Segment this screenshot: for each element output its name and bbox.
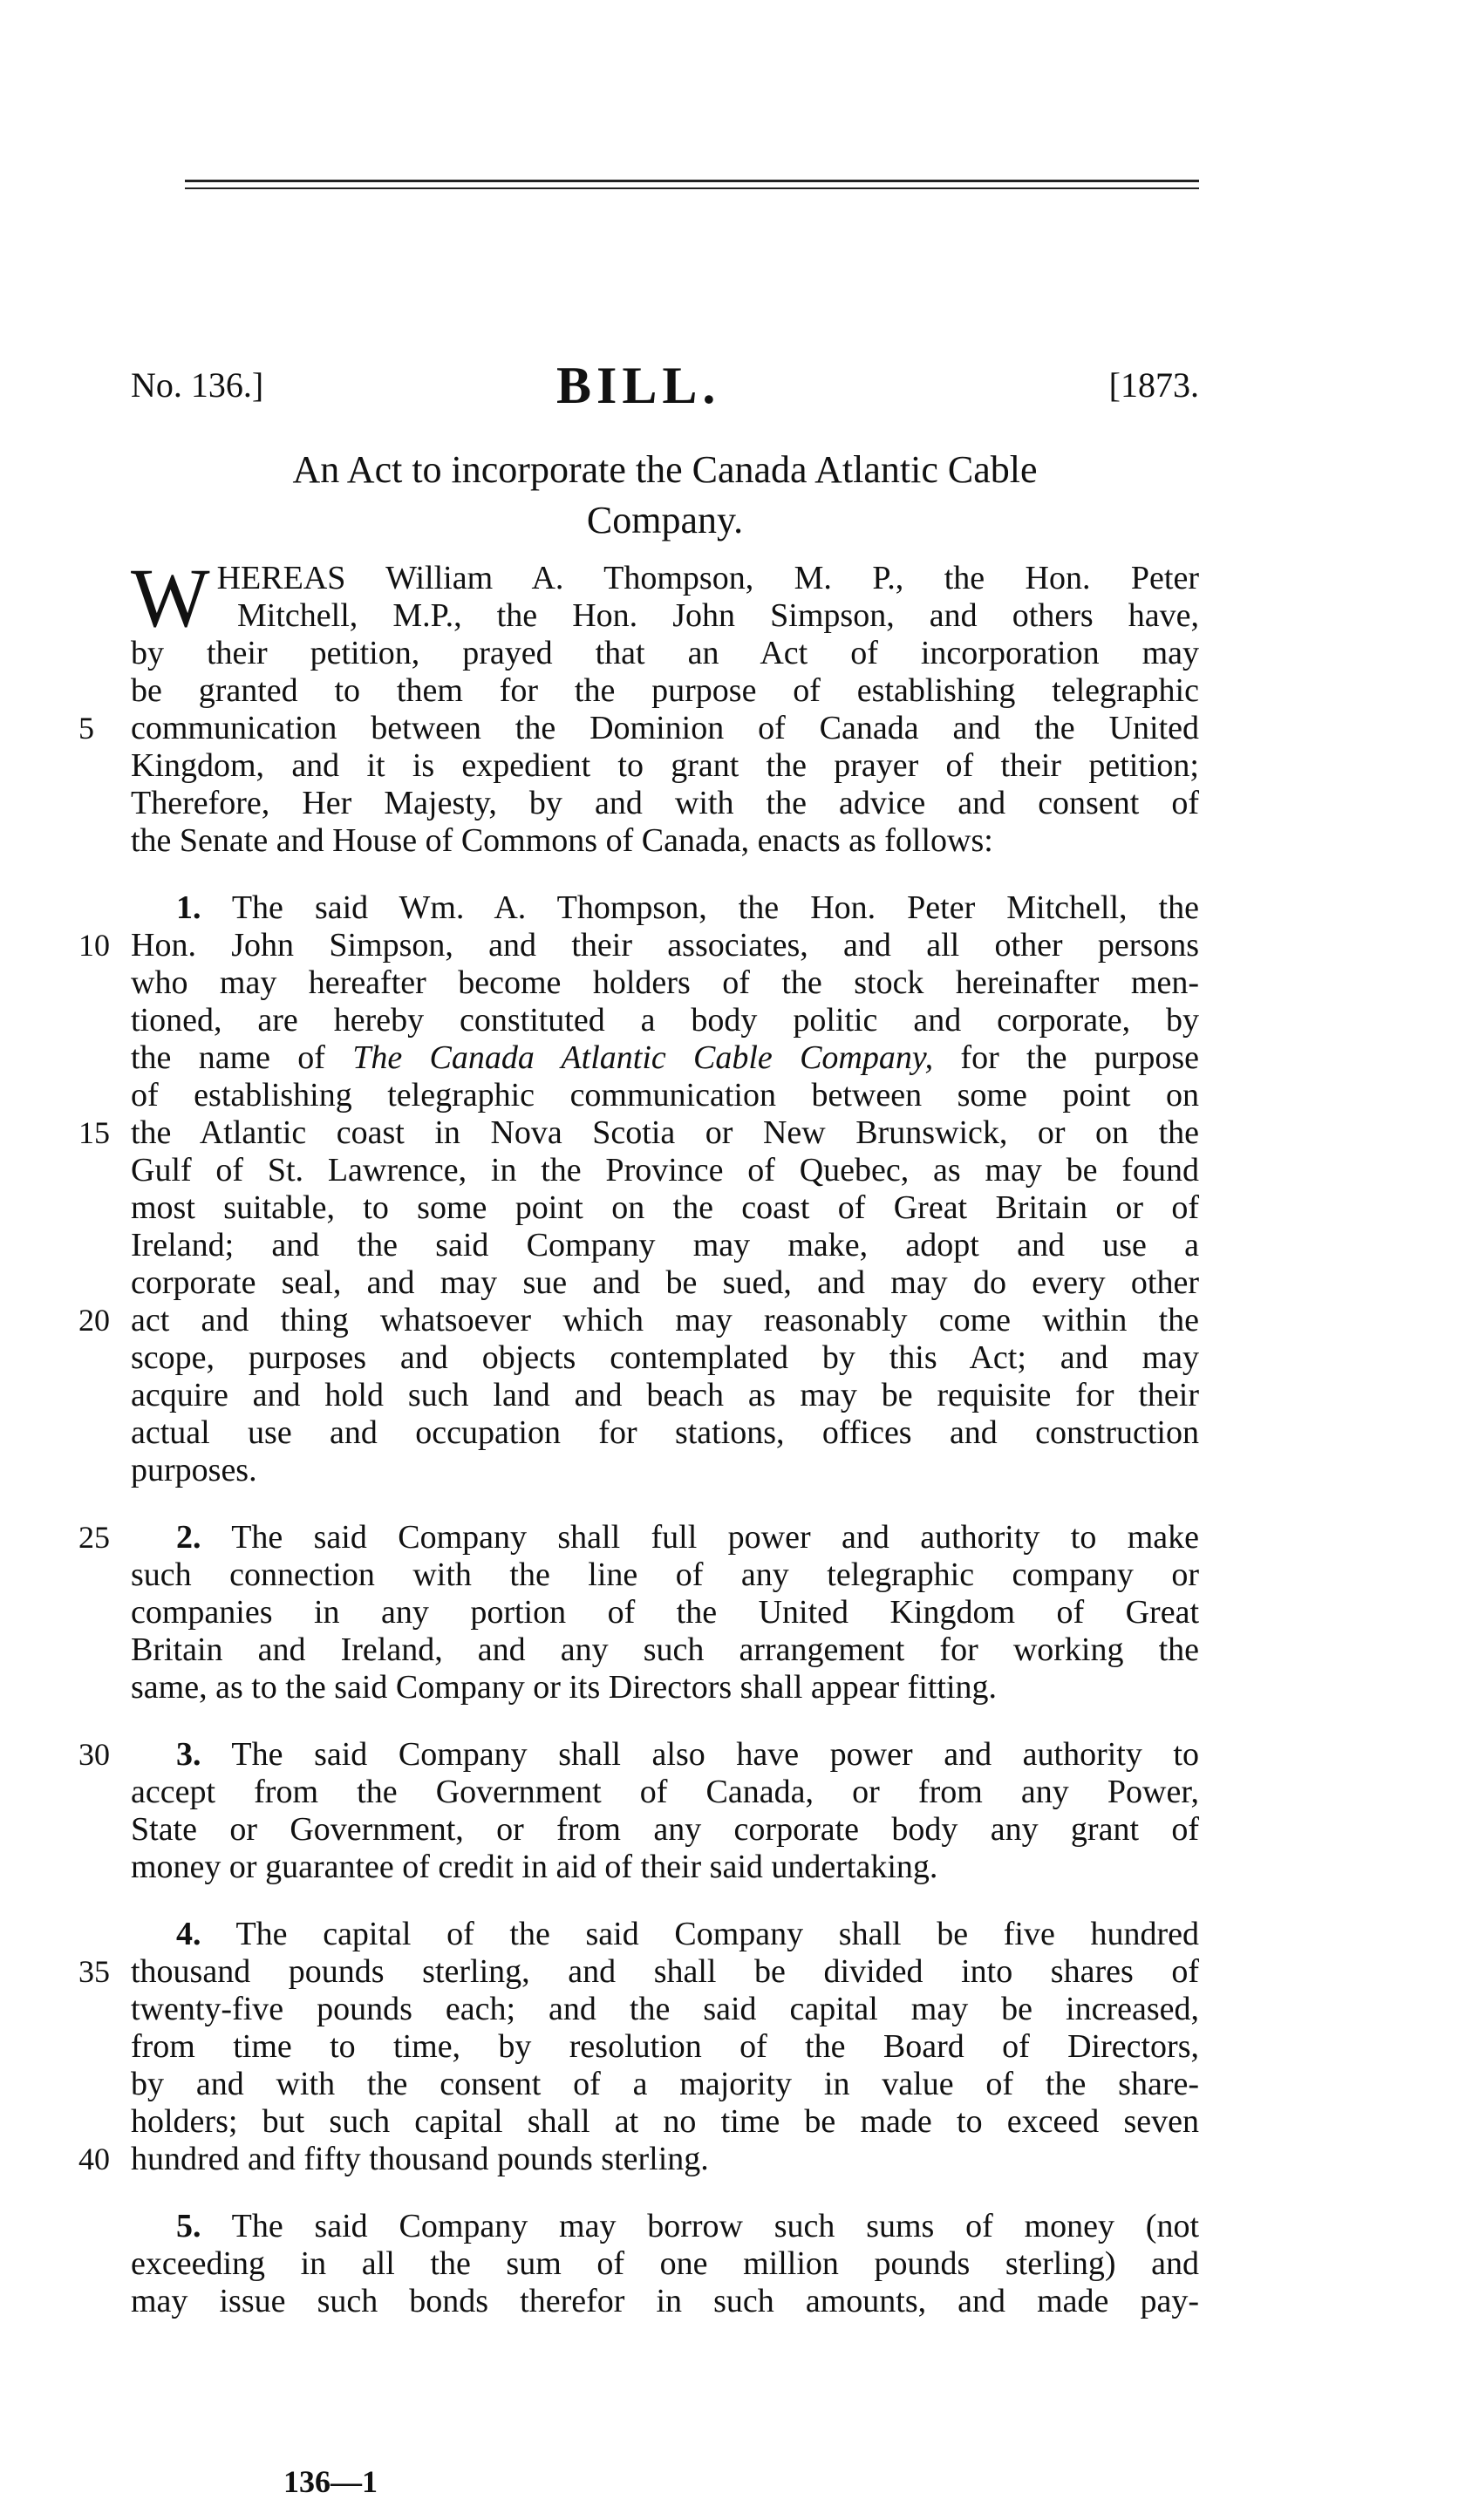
section-line: purposes. <box>131 1452 257 1488</box>
preamble-line: HEREAS William A. Thompson, M. P., the Hon. Peter <box>216 560 1199 596</box>
preamble-line: by their petition, prayed that an Act of incorporation may <box>131 635 1199 671</box>
section-line: 1. The said Wm. A. Thompson, the Hon. Peter Mitchell, the <box>176 889 1199 926</box>
section-line: actual use and occupation for stations, offices and construction <box>131 1414 1199 1451</box>
preamble <box>78 551 1199 860</box>
bill-heading: BILL. <box>556 357 721 414</box>
section-line: scope, purposes and objects contemplated by this Act; and may <box>131 1339 1199 1376</box>
section-line: Ireland; and the said Company may make, adopt and use a <box>131 1227 1199 1263</box>
bill-year: [1873. <box>1108 365 1199 405</box>
section-line: accept from the Government of Canada, or from any Power, <box>131 1774 1199 1810</box>
section-line: such connection with the line of any telegraphic company or <box>131 1556 1199 1593</box>
section-line: holders; but such capital shall at no time be made to exceed seven <box>131 2103 1199 2140</box>
page-signature: 136—1 <box>283 2464 378 2499</box>
section-2 <box>78 1519 1199 1706</box>
section-line: may issue such bonds therefor in such amounts, and made pay- <box>131 2283 1199 2319</box>
section-line: money or guarantee of credit in aid of their said undertaking. <box>131 1849 938 1885</box>
section-line: the name of The Canada Atlantic Cable Company, for the purpose <box>131 1039 1200 1076</box>
section-number: 3. <box>176 1736 201 1773</box>
section-line: from time to time, by resolution of the Board of Directors, <box>131 2028 1199 2065</box>
line-number: 30 <box>78 1737 110 1772</box>
line-number: 20 <box>78 1303 110 1338</box>
section-line: 35 thousand pounds sterling, and shall be divided into shares of <box>78 1953 1199 1990</box>
section-line: tioned, are hereby constituted a body politic and corporate, by <box>131 1002 1199 1039</box>
section-line: 10 Hon. John Simpson, and their associates, and all other persons <box>78 927 1199 964</box>
section-1 <box>78 889 1200 1489</box>
top-rule-thin <box>185 187 1199 189</box>
section-line: 30 3. The said Company shall also have power and authority to <box>78 1736 1199 1773</box>
preamble-line: Therefore, Her Majesty, by and with the advice and consent of <box>131 785 1199 821</box>
section-line: by and with the consent of a majority in value of the share- <box>131 2066 1199 2102</box>
section-line: 5. The said Company may borrow such sums of money (not <box>176 2208 1199 2244</box>
section-line: acquire and hold such land and beach as may be requisite for their <box>131 1377 1199 1413</box>
preamble-line: the Senate and House of Commons of Canada, enacts as follows: <box>131 822 993 859</box>
section-line: same, as to the said Company or its Directors shall appear fitting. <box>131 1669 998 1706</box>
line-number: 40 <box>78 2142 110 2176</box>
line-number: 5 <box>78 711 94 746</box>
act-title <box>131 445 1199 546</box>
section-line: 4. The capital of the said Company shall be five hundred <box>176 1916 1199 1952</box>
section-line: who may hereafter become holders of the stock hereinafter men- <box>131 964 1199 1001</box>
drop-cap: W <box>131 551 210 644</box>
section-line: 40 hundred and fifty thousand pounds sterling. <box>78 2141 709 2177</box>
bill-number: No. 136.] <box>131 365 264 405</box>
section-line: exceeding in all the sum of one million pounds sterling) and <box>131 2245 1199 2282</box>
bill-header <box>131 356 1199 417</box>
section-number: 2. <box>176 1519 201 1556</box>
section-line: of establishing telegraphic communication between some point on <box>131 1077 1199 1114</box>
section-line: Britain and Ireland, and any such arrangement for working the <box>131 1631 1199 1668</box>
bill-body <box>78 551 1200 2350</box>
section-line: 20 act and thing whatsoever which may reasonably come within the <box>78 1302 1199 1338</box>
section-line: most suitable, to some point on the coast of Great Britain or of <box>131 1189 1199 1226</box>
section-line: corporate seal, and may sue and be sued, and may do every other <box>131 1264 1199 1301</box>
section-3 <box>78 1736 1199 1886</box>
section-line: Gulf of St. Lawrence, in the Province of Quebec, as may be found <box>131 1152 1199 1188</box>
line-number: 25 <box>78 1520 110 1555</box>
section-number: 5. <box>176 2208 201 2244</box>
section-number: 4. <box>176 1916 201 1952</box>
preamble-line: Kingdom, and it is expedient to grant the prayer of their petition; <box>131 747 1199 784</box>
top-rule <box>185 180 1199 182</box>
section-line: companies in any portion of the United Kingdom of Great <box>131 1594 1199 1631</box>
section-line: 25 2. The said Company shall full power and authority to make <box>78 1519 1199 1556</box>
act-title-line-1: An Act to incorporate the Canada Atlantic Cable <box>292 448 1038 491</box>
line-number: 10 <box>78 928 110 963</box>
preamble-line: 5 communication between the Dominion of Canada and the United <box>78 710 1199 746</box>
preamble-line: be granted to them for the purpose of establishing telegraphic <box>131 672 1199 709</box>
preamble-line: Mitchell, M.P., the Hon. John Simpson, and others have, <box>237 597 1199 634</box>
company-name: The Canada Atlantic Cable Company, <box>352 1039 934 1076</box>
section-line: twenty-five pounds each; and the said capital may be increased, <box>131 1991 1199 2027</box>
act-title-line-2: Company. <box>586 499 744 541</box>
line-number: 35 <box>78 1954 110 1989</box>
line-number: 15 <box>78 1115 110 1150</box>
section-number: 1. <box>176 889 201 926</box>
section-line: State or Government, or from any corporate body any grant of <box>131 1811 1199 1848</box>
section-4 <box>78 1916 1199 2178</box>
section-5 <box>131 2208 1199 2320</box>
section-line: 15 the Atlantic coast in Nova Scotia or New Brunswick, or on the <box>78 1114 1199 1151</box>
